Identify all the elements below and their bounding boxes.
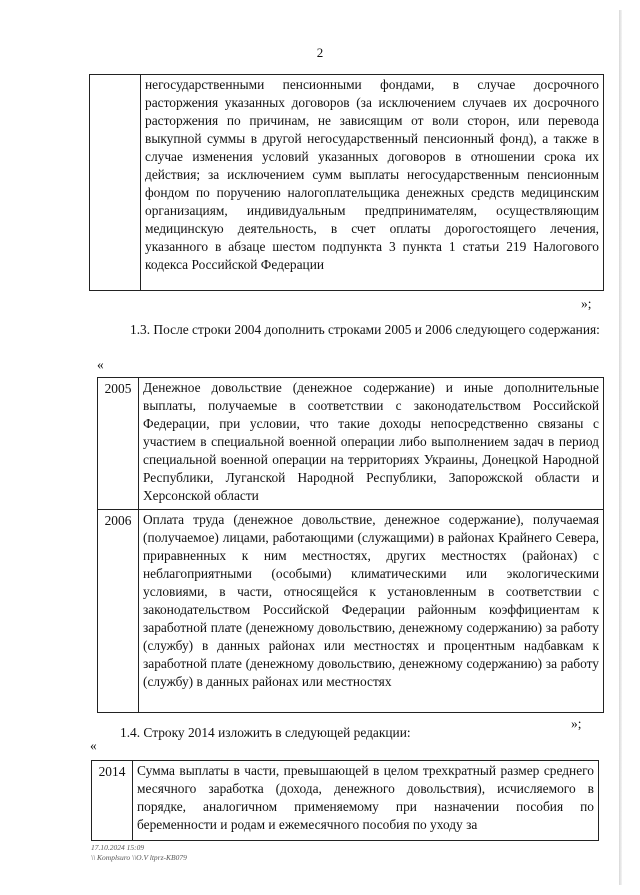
row-code-cell: 2006 <box>98 510 139 713</box>
closing-quote: »; <box>581 296 592 311</box>
paragraph-item-1-4: 1.4. Строку 2014 изложить в следующей редакции: <box>120 725 411 740</box>
table-row <box>90 75 604 291</box>
opening-quote: « <box>90 738 97 753</box>
table-row <box>92 761 599 841</box>
opening-quote: « <box>97 357 104 372</box>
table-rows-2005-2006 <box>97 377 604 713</box>
page-number: 2 <box>316 45 324 60</box>
table-row-2014 <box>91 760 599 841</box>
table-continuation <box>89 74 604 291</box>
footer-file-path: \\ Komplsuro \\O.V ltprz-KB079 <box>91 853 187 862</box>
row-code-cell <box>90 75 141 291</box>
row-text-cell: негосударственными пенсионными фондами, в случае досрочного расторжения указанных договоров (за исключением случаев их досрочного расторжения по причинам, не зависящим от воли сторон, или перевода выкупной суммы в другой негосударственный пенсионный фонд), а также в случае изменения условий указанных договоров в отношении срока их действия; за исключением сумм выплаты негосударственным пенсионным фондом по поручению налогоплательщика денежных средств медицинским организациям, индивидуальным предпринимателям, осуществляющим медицинскую деятельность, в счет оплаты дорогостоящего лечения, указанного в абзаце шестом подпункта 3 пункта 1 статьи 219 Налогового кодекса Российской Федерации <box>141 75 604 291</box>
scan-edge <box>619 10 622 885</box>
row-text-cell: Оплата труда (денежное довольствие, денежное содержание), получаемая (получаемое) лицами, работающими (служащими) в районах Крайнего Севера, приравненных к ним местностях, других местностях (районах) с неблагоприятными (особыми) климатическими или экологическими условиями, в части, относящейся к установленным в соответствии с законодательством Российской Федерации районным коэффициентам к заработной плате (денежному довольствию, денежному содержанию) за работу (службу) в данных районах или местностях и процентным надбавкам к заработной плате (денежному довольствию, денежному содержанию) за работу (службу) в данных районах или местностях <box>139 510 604 713</box>
paragraph-item-1-3: 1.3. После строки 2004 дополнить строками 2005 и 2006 следующего содержания: <box>130 322 600 337</box>
row-code-cell: 2014 <box>92 761 133 841</box>
row-code-cell: 2005 <box>98 378 139 510</box>
table-row <box>98 510 604 713</box>
table-row <box>98 378 604 510</box>
closing-quote: »; <box>571 716 582 731</box>
row-text-cell: Денежное довольствие (денежное содержание) и иные дополнительные выплаты, получаемые в соответствии с законодательством Российской Федерации, при условии, что такие доходы непосредственно связаны с участием в специальной военной операции либо выполнением задач в период специальной военной операции на территориях Украины, Донецкой Народной Республики, Луганской Народной Республики, Запорожской области и Херсонской области <box>139 378 604 510</box>
footer-timestamp: 17.10.2024 15:09 <box>91 843 145 852</box>
row-text-cell: Сумма выплаты в части, превышающей в целом трехкратный размер среднего месячного заработка (дохода, денежного довольствия), исчисляемого в порядке, аналогичном применяемому при назначении пособия по беременности и родам и ежемесячного пособия по уходу за <box>133 761 599 841</box>
